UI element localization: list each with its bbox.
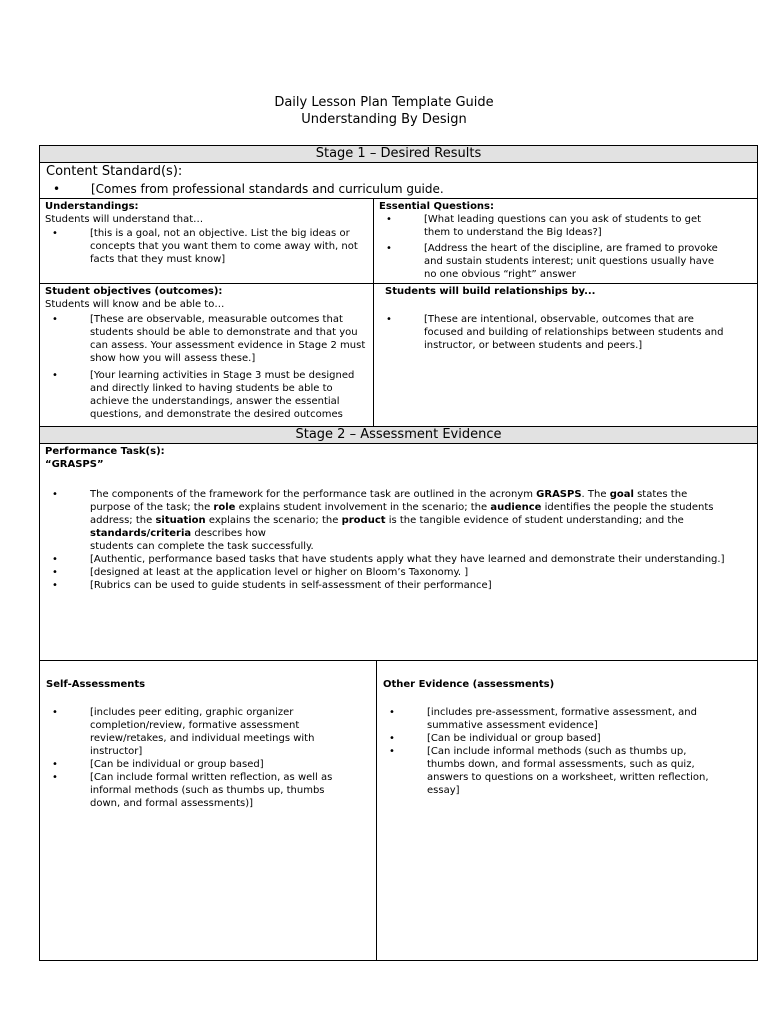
understandings-list xyxy=(45,227,367,266)
list-item: • [Authentic, performance based tasks that have students apply what they have learned and demonstrate their understanding.] xyxy=(45,553,725,566)
relationships-list xyxy=(379,313,727,352)
relationships-box xyxy=(373,283,758,427)
content-standards-box xyxy=(39,162,758,199)
understandings-intro: Students will understand that… xyxy=(45,214,204,225)
document-subtitle: Understanding By Design xyxy=(301,112,467,127)
other-evidence-list xyxy=(382,706,722,797)
list-item: • [Comes from professional standards and curriculum guide. xyxy=(46,181,746,197)
list-item: • [designed at least at the application level or higher on Bloom’s Taxonomy. ] xyxy=(45,566,725,579)
content-standards-list xyxy=(46,181,746,197)
grasps-label: “GRASPS” xyxy=(45,459,104,470)
other-evidence-box xyxy=(376,660,758,961)
list-item: • [Can be individual or group based] xyxy=(382,732,722,745)
stage1-header: Stage 1 – Desired Results xyxy=(39,145,758,163)
essential-questions-heading: Essential Questions: xyxy=(379,201,495,212)
essential-questions-list xyxy=(379,213,724,281)
list-item: • [Can include informal methods (such as thumbs up, thumbs down, and formal assessments, such as quiz, answers to questions on a worksheet, written reflection, essay] xyxy=(382,745,722,797)
performance-task-box xyxy=(39,443,758,661)
other-evidence-heading: Other Evidence (assessments) xyxy=(383,679,555,690)
list-item: • [What leading questions can you ask of students to get them to understand the Big Ideas?] xyxy=(379,213,724,239)
document-title: Daily Lesson Plan Template Guide xyxy=(274,95,494,110)
objectives-list xyxy=(45,313,367,421)
list-item: • [These are intentional, observable, outcomes that are focused and building of relationships between students and instructor, or between students and peers.] xyxy=(379,313,727,352)
self-assessments-list xyxy=(45,706,355,810)
objectives-intro: Students will know and be able to… xyxy=(45,299,225,310)
stage2-header: Stage 2 – Assessment Evidence xyxy=(39,426,758,444)
self-assessments-heading: Self-Assessments xyxy=(46,679,146,690)
relationships-heading: Students will build relationships by... xyxy=(385,286,596,297)
content-standards-heading: Content Standard(s): xyxy=(46,164,183,179)
list-item: • [includes pre-assessment, formative assessment, and summative assessment evidence] xyxy=(382,706,722,732)
understandings-box xyxy=(39,198,374,284)
list-item: • [this is a goal, not an objective. List the big ideas or concepts that you want them to come away with, not facts that they must know] xyxy=(45,227,367,266)
grasps-description: • The components of the framework for the performance task are outlined in the acronym GRASPS. The goal states the purpose of the task; the role explains student involvement in the scenario; the audience identifies the people the students address; the situation explains the scenario; the product is the tangible evidence of student understanding; and the standards/criteria describes how students can complete the task successfully. xyxy=(45,488,725,553)
list-item: • [Address the heart of the discipline, are framed to provoke and sustain students interest; unit questions usually have no one obvious “right” answer xyxy=(379,242,724,281)
list-item: • [Can include formal written reflection, as well as informal methods (such as thumbs up, thumbs down, and formal assessments)] xyxy=(45,771,355,810)
list-item: • [Can be individual or group based] xyxy=(45,758,355,771)
list-item: • [These are observable, measurable outcomes that students should be able to demonstrate and that you can assess. Your assessment evidence in Stage 2 must show how you will assess these.] xyxy=(45,313,367,365)
list-item: • [includes peer editing, graphic organizer completion/review, formative assessment review/retakes, and individual meetings with instructor] xyxy=(45,706,355,758)
performance-task-list xyxy=(45,488,725,592)
performance-task-heading: Performance Task(s): xyxy=(45,446,165,457)
list-item: • [Rubrics can be used to guide students in self-assessment of their performance] xyxy=(45,579,725,592)
objectives-box xyxy=(39,283,374,427)
essential-questions-box xyxy=(373,198,758,284)
objectives-heading: Student objectives (outcomes): xyxy=(45,286,223,297)
list-item: • [Your learning activities in Stage 3 must be designed and directly linked to having students be able to achieve the understandings, answer the essential questions, and demonstrate the desired outcomes xyxy=(45,369,367,421)
self-assessments-box xyxy=(39,660,377,961)
understandings-heading: Understandings: xyxy=(45,201,139,212)
